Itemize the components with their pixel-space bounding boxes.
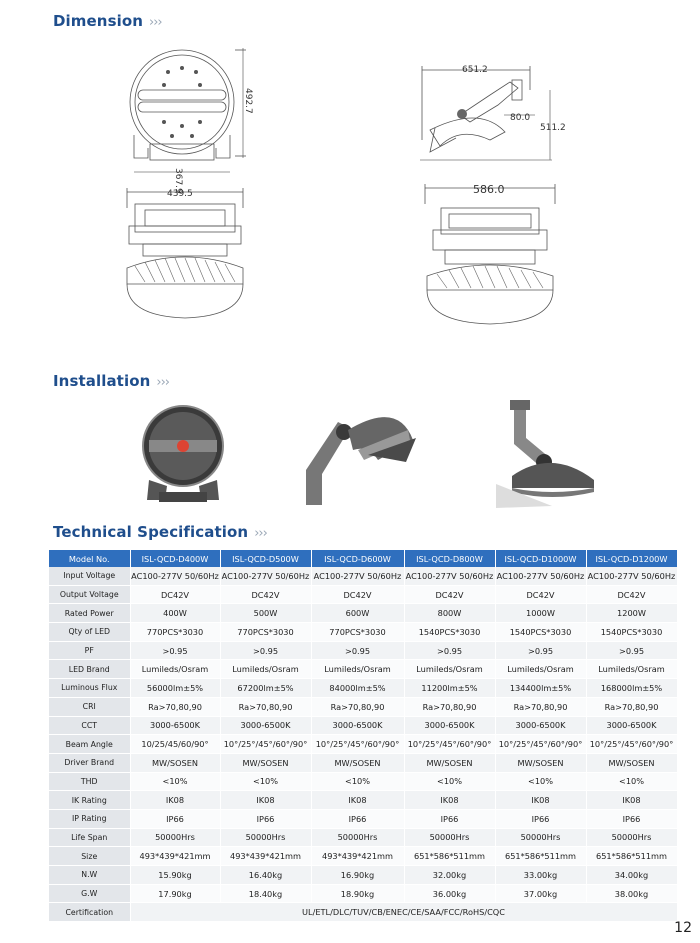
table-cell: 11200lm±5%: [404, 679, 495, 698]
table-row: [49, 772, 677, 791]
section-title-tech-spec: [53, 523, 267, 541]
table-cell: 493*439*421mm: [220, 847, 311, 866]
bottom-view-large-drawing: [415, 180, 565, 330]
table-cell: 16.90kg: [311, 866, 404, 885]
table-cell: 134400lm±5%: [495, 679, 586, 698]
installation-heading: Installation: [53, 372, 151, 390]
table-row: [49, 866, 677, 885]
table-row: [49, 623, 677, 642]
table-cell: AC100-277V 50/60Hz: [495, 567, 586, 585]
table-cell: 36.00kg: [404, 884, 495, 903]
certification-value: UL/ETL/DLC/TUV/CB/ENEC/CE/SAA/FCC/RoHS/CQC: [130, 903, 677, 922]
table-row-certification: [49, 903, 677, 922]
table-row: [49, 753, 677, 772]
table-cell: 50000Hrs: [404, 828, 495, 847]
table-cell: IP66: [586, 809, 677, 828]
row-label: Luminous Flux: [49, 679, 130, 698]
table-cell: 32.00kg: [404, 866, 495, 885]
row-label: Size: [49, 847, 130, 866]
table-row: [49, 828, 677, 847]
table-cell: Lumileds/Osram: [311, 660, 404, 679]
row-label: LED Brand: [49, 660, 130, 679]
table-cell: 3000-6500K: [404, 716, 495, 735]
table-cell: 10°/25°/45°/60°/90°: [495, 735, 586, 754]
table-cell: 400W: [130, 604, 220, 623]
tech-spec-heading: Technical Specification: [53, 523, 249, 541]
table-cell: 15.90kg: [130, 866, 220, 885]
installation-front-image: [135, 400, 235, 510]
table-cell: MW/SOSEN: [404, 753, 495, 772]
table-cell: IK08: [404, 791, 495, 810]
table-cell: 651*586*511mm: [586, 847, 677, 866]
table-cell: MW/SOSEN: [220, 753, 311, 772]
table-cell: 33.00kg: [495, 866, 586, 885]
table-cell: >0.95: [495, 641, 586, 660]
dim-side-height: 511.2: [540, 123, 566, 133]
table-cell: 16.40kg: [220, 866, 311, 885]
table-cell: 1540PCS*3030: [404, 623, 495, 642]
chevron-icon: ›››: [156, 375, 169, 390]
table-cell: DC42V: [130, 585, 220, 604]
chevron-icon: ›››: [149, 15, 162, 30]
row-label: Rated Power: [49, 604, 130, 623]
table-cell: IP66: [495, 809, 586, 828]
table-cell: 84000lm±5%: [311, 679, 404, 698]
dim-bottom-width: 439.5: [167, 189, 193, 199]
table-cell: Lumileds/Osram: [130, 660, 220, 679]
dim-bracket-offset: 80.0: [510, 113, 531, 123]
table-row: [49, 660, 677, 679]
table-cell: 50000Hrs: [130, 828, 220, 847]
table-cell: Ra>70,80,90: [220, 697, 311, 716]
table-cell: >0.95: [404, 641, 495, 660]
table-row: [49, 716, 677, 735]
table-cell: 500W: [220, 604, 311, 623]
header-model: ISL-QCD-D1000W: [495, 550, 586, 567]
table-cell: 10°/25°/45°/60°/90°: [586, 735, 677, 754]
table-cell: MW/SOSEN: [311, 753, 404, 772]
table-cell: 770PCS*3030: [311, 623, 404, 642]
table-cell: IP66: [220, 809, 311, 828]
table-cell: >0.95: [311, 641, 404, 660]
table-cell: IP66: [130, 809, 220, 828]
table-row: [49, 847, 677, 866]
table-cell: IK08: [311, 791, 404, 810]
table-cell: 38.00kg: [586, 884, 677, 903]
table-cell: 493*439*421mm: [311, 847, 404, 866]
table-cell: DC42V: [311, 585, 404, 604]
header-label: Model No.: [49, 550, 130, 567]
table-cell: 770PCS*3030: [130, 623, 220, 642]
table-row: [49, 791, 677, 810]
table-cell: 17.90kg: [130, 884, 220, 903]
table-cell: DC42V: [586, 585, 677, 604]
table-cell: 50000Hrs: [311, 828, 404, 847]
side-view-drawing: [400, 60, 580, 170]
table-body: [49, 567, 677, 922]
table-cell: 1000W: [495, 604, 586, 623]
table-cell: <10%: [495, 772, 586, 791]
header-model: ISL-QCD-D1200W: [586, 550, 677, 567]
row-label: IP Rating: [49, 809, 130, 828]
table-cell: 1540PCS*3030: [586, 623, 677, 642]
table-cell: Lumileds/Osram: [404, 660, 495, 679]
dim-side-length: 651.2: [462, 65, 488, 75]
table-cell: 3000-6500K: [586, 716, 677, 735]
table-cell: 34.00kg: [586, 866, 677, 885]
header-model: ISL-QCD-D400W: [130, 550, 220, 567]
table-row: [49, 679, 677, 698]
table-cell: Ra>70,80,90: [586, 697, 677, 716]
installation-side-image: [298, 400, 418, 510]
table-cell: 493*439*421mm: [130, 847, 220, 866]
table-cell: AC100-277V 50/60Hz: [130, 567, 220, 585]
table-cell: MW/SOSEN: [130, 753, 220, 772]
table-cell: 651*586*511mm: [495, 847, 586, 866]
header-model: ISL-QCD-D600W: [311, 550, 404, 567]
row-label: CCT: [49, 716, 130, 735]
table-cell: 3000-6500K: [495, 716, 586, 735]
table-cell: IP66: [311, 809, 404, 828]
row-label: G.W: [49, 884, 130, 903]
table-cell: >0.95: [586, 641, 677, 660]
table-cell: 600W: [311, 604, 404, 623]
dimension-heading: Dimension: [53, 12, 144, 30]
table-cell: Ra>70,80,90: [404, 697, 495, 716]
table-cell: >0.95: [130, 641, 220, 660]
row-label: Beam Angle: [49, 735, 130, 754]
table-cell: <10%: [311, 772, 404, 791]
table-cell: 168000lm±5%: [586, 679, 677, 698]
table-row: [49, 641, 677, 660]
table-cell: 10°/25°/45°/60°/90°: [404, 735, 495, 754]
table-cell: 18.90kg: [311, 884, 404, 903]
row-label: N.W: [49, 866, 130, 885]
bottom-view-drawing: [115, 186, 255, 326]
table-cell: 1540PCS*3030: [495, 623, 586, 642]
dim-front-height: 492.7: [243, 88, 253, 114]
row-label: PF: [49, 641, 130, 660]
table-row: [49, 585, 677, 604]
table-cell: IK08: [586, 791, 677, 810]
table-cell: 1200W: [586, 604, 677, 623]
table-cell: 3000-6500K: [311, 716, 404, 735]
table-cell: 770PCS*3030: [220, 623, 311, 642]
row-label: CRI: [49, 697, 130, 716]
spec-table: [49, 550, 678, 922]
table-row: [49, 567, 677, 585]
table-cell: 56000lm±5%: [130, 679, 220, 698]
table-cell: >0.95: [220, 641, 311, 660]
table-cell: Ra>70,80,90: [130, 697, 220, 716]
table-cell: IK08: [130, 791, 220, 810]
table-cell: 37.00kg: [495, 884, 586, 903]
table-cell: DC42V: [495, 585, 586, 604]
table-row: [49, 697, 677, 716]
table-cell: Ra>70,80,90: [311, 697, 404, 716]
table-cell: 50000Hrs: [586, 828, 677, 847]
table-cell: 10°/25°/45°/60°/90°: [220, 735, 311, 754]
table-cell: Lumileds/Osram: [220, 660, 311, 679]
chevron-icon: ›››: [254, 526, 267, 541]
table-cell: IP66: [404, 809, 495, 828]
table-cell: <10%: [130, 772, 220, 791]
table-cell: 800W: [404, 604, 495, 623]
table-cell: 651*586*511mm: [404, 847, 495, 866]
table-cell: AC100-277V 50/60Hz: [404, 567, 495, 585]
table-cell: <10%: [220, 772, 311, 791]
row-label: IK Rating: [49, 791, 130, 810]
table-cell: MW/SOSEN: [495, 753, 586, 772]
header-model: ISL-QCD-D800W: [404, 550, 495, 567]
section-title-installation: [53, 372, 169, 390]
table-cell: Lumileds/Osram: [586, 660, 677, 679]
table-cell: 50000Hrs: [495, 828, 586, 847]
table-cell: 10°/25°/45°/60°/90°: [311, 735, 404, 754]
dim-front-width: 367.9: [173, 168, 183, 194]
page-number: 12: [674, 920, 692, 936]
table-cell: IK08: [495, 791, 586, 810]
table-cell: <10%: [586, 772, 677, 791]
row-label: Certification: [49, 903, 130, 922]
table-cell: AC100-277V 50/60Hz: [586, 567, 677, 585]
row-label: Input Voltage: [49, 567, 130, 585]
table-cell: 3000-6500K: [220, 716, 311, 735]
dim-bottom-width-large: 586.0: [473, 183, 505, 196]
table-row: [49, 809, 677, 828]
row-label: Output Voltage: [49, 585, 130, 604]
table-row: [49, 604, 677, 623]
table-cell: <10%: [404, 772, 495, 791]
table-row: [49, 884, 677, 903]
table-cell: 10/25/45/60/90°: [130, 735, 220, 754]
row-label: Life Span: [49, 828, 130, 847]
row-label: Driver Brand: [49, 753, 130, 772]
table-cell: Ra>70,80,90: [495, 697, 586, 716]
table-header-row: [49, 550, 677, 567]
table-cell: Lumileds/Osram: [495, 660, 586, 679]
section-title-dimension: [53, 12, 162, 30]
table-cell: 67200lm±5%: [220, 679, 311, 698]
table-cell: AC100-277V 50/60Hz: [220, 567, 311, 585]
installation-ceiling-image: [492, 398, 602, 508]
table-cell: MW/SOSEN: [586, 753, 677, 772]
front-view-drawing: [120, 40, 270, 200]
row-label: THD: [49, 772, 130, 791]
table-cell: 18.40kg: [220, 884, 311, 903]
header-model: ISL-QCD-D500W: [220, 550, 311, 567]
table-cell: DC42V: [404, 585, 495, 604]
table-cell: IK08: [220, 791, 311, 810]
table-cell: 50000Hrs: [220, 828, 311, 847]
table-row: [49, 735, 677, 754]
row-label: Qty of LED: [49, 623, 130, 642]
table-cell: 3000-6500K: [130, 716, 220, 735]
table-cell: DC42V: [220, 585, 311, 604]
table-cell: AC100-277V 50/60Hz: [311, 567, 404, 585]
